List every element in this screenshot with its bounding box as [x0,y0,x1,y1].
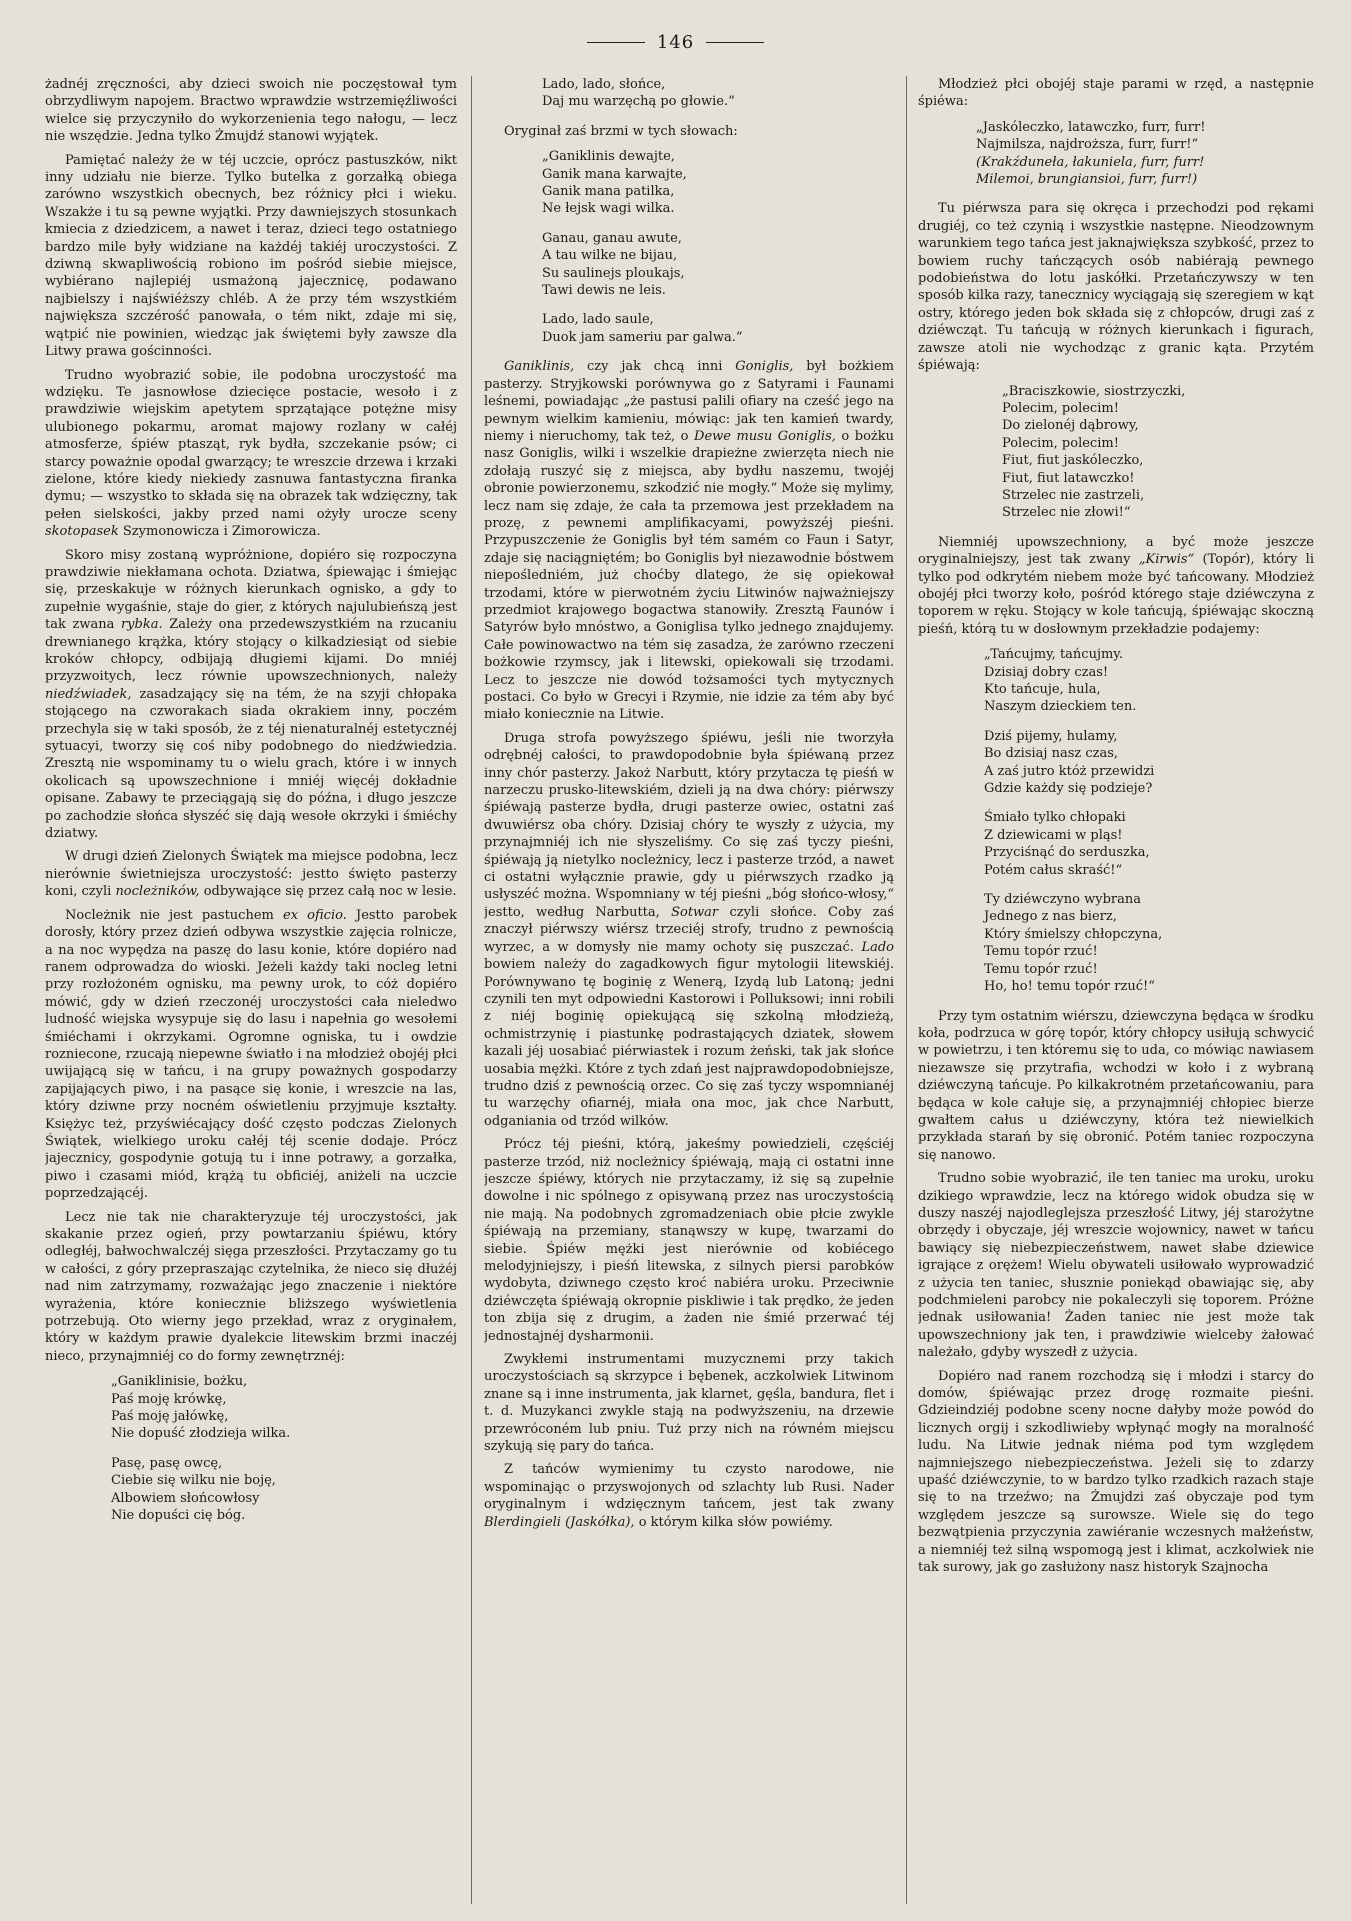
song-translation-end [484,76,894,111]
column-divider-2 [906,76,907,1904]
paragraph: Prócz téj pieśni, którą, jakeśmy powiedzieli, częściéj pasterze trzód, niż nocleżnicy śpiéwają, mają ci ostatni inne jeszcze śpiéwy, których nie przytaczamy, iż się są zupełnie dowolne i nic spólnego z opisywaną przez nas uroczystością nie mają. Na podobnych zgromadzeniach obie płcie zwykle śpiéwają na przemiany, stanąwszy w kupę, twarzami do siebie. Śpiéw mężki jest nierównie od kobiécego melodyjniejszy, i pieśń litewska, z silnych piersi parobków wydobyta, dziwnego często kroć nabiéra uroku. Przeciwnie dziéwczęta śpiéwają okropnie piskliwie i tak prędko, że jeden ton zbija się z drugim, a żaden nie śmié przerwać téj jednostajnéj dysharmonii. [484,1137,894,1344]
paragraph: Niemniéj upowszechniony, a być może jeszcze oryginalniejszy, jest tak zwany „Kirwis“ (Topór), który li tylko pod odkrytém niebem może być tańcowany. Młodzież obojéj płci tworzy koło, pośród którego staje dziéwczyna z toporem w ręku. Stojący w kole tańcują, śpiéwając skoczną pieśń, którą tu w dosłownym przekładzie podajemy: [918,534,1314,637]
paragraph: Tu piérwsza para się okręca i przechodzi pod rękami drugiéj, co też czynią i wszystkie następne. Nieodzownym warunkiem tego tańca jest jaknajwiększa szybkość, przez to bowiem ruchy tańczących osób nabiérają pewnego podobieństwa do lotu jaskółki. Przetańczywszy w ten sposób kilka razy, tanecznicy wyciągają się szeregiem w kąt ostry, którego jeden bok składa się z chłopców, drugi zaś z dziéwcząt. Tu tańcują w różnych kierunkach i figurach, zawsze atoli nie wychodząc z granic kąta. Przytém śpiéwają: [918,201,1314,374]
stanza: Ganau, ganau awute, A tau wilke ne bijau, Su saulinejs ploukajs, Tawi dewis ne leis. [542,230,685,299]
stanza: „Ganiklinis dewajte, Ganik mana karwajte, Ganik mana patilka, Ne łejsk wagi wilka. [542,149,687,217]
paragraph: Przy tym ostatnim wiérszu, dziewczyna będąca w środku koła, podrzuca w górę topór, który chłopcy usiłują schwycić w powietrzu, i ten któremu się to uda, co mówiąc nawiasem niezawsze się przytrafia, wchodzi w koło i z wybraną dziéwczyną tańcuje. Po kilkakrotném przetańcowaniu, para będąca w kole całuje się, a przynajmniéj chłopiec bierze gwałtem całus u dziéwczyny, która też niewielkich przykłada starań by się obronić. Potém taniec rozpoczyna się nanowo. [918,1008,1314,1163]
paragraph: Z tańców wymienimy tu czysto narodowe, nie wspominając o przyswojonych od szlachty lub Rusi. Nader oryginalnym i wdzięcznym tańcem, jest tak zwany Blerdingieli (Jaskółka), o którym kilka słów powiémy. [484,1462,894,1530]
paragraph: Pamiętać należy że w téj uczcie, oprócz pastuszków, nikt inny udziału nie bierze. Tylko butelka z gorzałką obiega zarówno wszystkich obecnych, bez różnicy płci i wieku. Wszakże i tu są pewne wyjątki. Przy dawniejszych stosunkach kmiecia z dziedzicem, a nawet i teraz, dzieci tego ostatniego bardzo mile były widziane na każdéj takiéj uroczystości. Z dziwną skwapliwością robiono im pośród siebie miejsce, wybiérano najlepiéj usmażoną jajecznicę, podawano najbielszy i najświéższy chléb. A że przy tém wszystkiém największa szczérość panowała, o tém nikt, zdaje mi się, wątpić nie powinien, wiedząc jak świętemi były zawsze dla Litwy prawa gościnności. [45,152,457,360]
paragraph: Młodzież płci obojéj staje parami w rzęd, a następnie śpiéwa: [918,77,1314,110]
stanza: Pasę, pasę owcę, Ciebie się wilku nie boję, Albowiem słońcowłosy Nie dopuści cię bóg. [111,1455,276,1524]
column-divider-1 [471,76,472,1904]
paragraph: Druga strofa powyższego śpiéwu, jeśli nie tworzyła odrębnéj całości, to prawdopodobnie była śpiéwaną przez inny chór pasterzy. Jakoż Narbutt, który przytacza tę pieśń w narzeczu prusko-litewskiém, dzieli ją na dwa chóry: piérwszy śpiéwają pasterze bydła, drugi pasterze owiec, ostatni zaś dwuwiérsz oba chóry. Dzisiaj chóry te wyszły z użycia, my przynajmniéj ich nie słyszeliśmy. Co się zaś tyczy pieśni, śpiéwają ją nietylko nocleżnicy, lecz i pasterze trzód, a nawet ci ostatni wyłącznie prawie, gdy u piérwszych rzadko ją usłyszéć można. Wspomniany w téj pieśni „bóg słońco-włosy,“ jestto, według Narbutta, Sotwar czyli słońce. Coby zaś znaczył piérwszy wiérsz trzeciéj strofy, trudno z pewnością wyrzec, a w domysły nie mamy ochoty się puszczać. Lado bowiem należy do zagadkowych figur mytologii litewskiéj. Porównywano tę boginię z Wenerą, Izydą lub Latoną; jedni czynili ten myt odpowiedni Kastorowi i Polluksowi; inni robili z niéj boginię opiekującą się szkolną młodzieżą, ochmistrzynię i piastunkę podrastających dziatek, słowem kazali jéj uosabiać piérwiastek i rozum żeński, tak jak słońce uosabia mężki. Które z tych zdań jest najprawdopodobniejsze, trudno dziś z pewnością orzec. Co się zaś tyczy wspomnianéj tu warzęchy ofiarnéj, miała ona moc, jak chce Narbutt, odganiania od trzód wilków. [484,730,894,1129]
stanza: Lado, lado saule, Duok jam sameriu par galwa.“ [542,312,743,345]
paragraph: Zwykłemi instrumentami muzycznemi przy takich uroczystościach są skrzypce i bębenek, aczkolwiek Litwinom znane są i inne instrumenta, jak klarnet, gęśla, bandura, flet i t. d. Muzykanci zwykle stają na podwyższeniu, na drzewie przewróconém lub pniu. Tuż przy nich na równém miejscu szykują się pary do tańca. [484,1352,894,1455]
stanza: „Ganiklinisie, bożku, Paś moję krówkę, Paś moję jałówkę, Nie dopuść złodzieja wilka. [111,1374,291,1442]
paragraph: Trudno wyobrazić sobie, ile podobna uroczystość ma wdzięku. Te jasnowłose dziecięce postacie, wesoło i z prawdziwie wiejskim apetytem sprzątające potężne misy ulubionego pokarmu, aromat majowy rozlany w całéj atmosferze, śpiéw ptasząt, ryk bydła, szczekanie psów; ci starcy poważnie opodal gwarzący; te wreszcie drzewa i krzaki zielone, które kiedy niekiedy zasnuwa fantastyczna firanka dymu; — wszystko to składa się na obrazek tak wdzięczny, tak pełen sielskości, jakby przed nami ożyły urocze sceny skotopasek Szymonowicza i Zimorowicza. [45,367,457,540]
stanza: Dziś pijemy, hulamy, Bo dzisiaj nasz czas, A zaś jutro któż przewidzi Gdzie każdy się podzieje? [984,728,1155,797]
paragraph: Trudno sobie wyobrazić, ile ten taniec ma uroku, uroku dzikiego wprawdzie, lecz na którego widok obudza się w duszy naszéj najodleglejsza przeszłość Litwy, jéj starożytne obrzędy i obyczaje, jéj wreszcie wojownicy, nawet w tańcu bawiący się niebezpieczeństwem, nawet słabe dziewice igrające z orężem! Wielu obywateli usiłowało wyprowadzić z użycia ten taniec, słusznie poniekąd obawiając się, aby podchmieleni parobcy nie pokaleczyli się toporem. Próżne jednak usiłowania! Żaden taniec nie jest może tak upowszechniony jak ten, i prawdziwie wielceby żałować należało, gdyby wyszedł z użycia. [918,1171,1314,1361]
paragraph: Ganiklinis, czy jak chcą inni Goniglis, był bożkiem pasterzy. Stryjkowski porównywa go z Satyrami i Faunami leśnemi, powiadając „że pastusi palili ofiary na cześć jego na pewnym wielkim kamieniu, mówiąc: jak ten kamień twardy, niemy i nieruchomy, tak też, o Dewe musu Goniglis, o bożku nasz Goniglis, wilki i wszelkie drapieżne zwierzęta niech nie zdołają ruszyć się z miejsca, aby bydłu naszemu, twojéj obronie powierzonemu, szkodzić nie mogły.“ Może się mylimy, lecz nam się zdaje, że cała ta przemowa jest przekładem na prozę, z pewnemi amplifikacyami, powyższéj pieśni. Przypuszczenie że Goniglis był tém samém co Faun i Satyr, zdaje się naciągniętém; bo Goniglis był niezawodnie bóstwem niepośledniém, już choćby dlatego, że się opiekował trzodami, które w pierwotném życiu Litwinów najważniejszy przedmiot krajowego bogactwa stanowiły. Zresztą Faunów i Satyrów było mnóstwo, a Goniglisa tylko jednego znajdujemy. Całe powinowactwo na tém się zasadza, że zarówno rzeczeni bożkowie rzymscy, jak i litewski, opiekowali się trzodami. Lecz to jeszcze nie dowód tożsamości tych mytycznych postaci. Co było w Grecyi i Rzymie, nie idzie za tém aby być miało koniecznie na Litwie. [484,359,894,723]
stanza: „Tańcujmy, tańcujmy. Dzisiaj dobry czas! Kto tańcuje, hula, Naszym dzieckiem ten. [984,647,1137,715]
column-3 [918,76,1314,1904]
song-translation [45,1373,457,1524]
paragraph: Oryginał zaś brzmi w tych słowach: [504,123,738,139]
column-1 [45,76,457,1904]
page-number: 146 [656,31,695,53]
song-original [484,148,894,346]
paragraph: Dopiéro nad ranem rozchodzą się i młodzi i starcy do domów, śpiéwając przez drogę rozmaite pieśni. Gdzieindziéj podobne sceny nocne dałyby może powód do licznych orgij i szkodliwieby wpłynąć mogły na moralność ludu. Na Litwie jednak niéma pod tym względem najmniejszego niebezpieczeństwa. Jeżeli się to zdarzy upaść dziéwczynie, to w bardzo tylko rzadkich razach staje się to na trzeźwo; na Żmujdzi zaś obyczaje pod tym względem jeszcze są surowsze. Wiele się do tego bezwątpienia przyczynia zawiéranie wczesnych małżeństw, a niemniéj też silną wspomogą jest i klimat, aczkolwiek nie tak surowy, jak go zasłużony nasz historyk Szajnocha [918,1368,1314,1576]
song-jaskolka: „Jaskóleczko, latawczko, furr, furr! Najmilsza, najdroższa, furr, furr!“ (Krakźduneła, łakuniela, furr, furr! Milemoi, brungiansioi, furr, furr!) [976,119,1206,188]
stanza: Lado, lado, słońce, Daj mu warzęchą po głowie.“ [542,77,735,110]
stanza: Ty dziéwczyno wybrana Jednego z nas bierz, Który śmielszy chłopczyna, Temu topór rzuć! Temu topór rzuć! Ho, ho! temu topór rzuć!“ [984,892,1163,995]
song-braciszkowie: „Braciszkowie, siostrzyczki, Polecim, polecim! Do zielonéj dąbrowy, Polecim, polecim! Fiut, fiut jaskóleczko, Fiut, fiut latawczko! Strzelec nie zastrzeli, Strzelec nie złowi!“ [1002,383,1186,521]
paragraph: Nocleżnik nie jest pastuchem ex oficio. Jestto parobek dorosły, który przez dzień odbywa wszystkie zajęcia rolnicze, a na noc wypędza na paszę do lasu konie, które dopiéro nad ranem odprowadza do wioski. Jeżeli każdy taki nocleg letni przy rozłożoném ognisku, ma pewny urok, to cóż dopiéro mówić, gdy w dzień rzeczonéj uroczystości cała nieledwo ludność wiejska wysypuje się do lasu i napełnia go wesołemi śmiéchami i okrzykami. Ogromne ogniska, tu i owdzie rozniecone, rzucają niepewne światło i na młodzież obojéj płci uwijającą się w tańcu, i na grupy poważnych gospodarzy zapijających piwo, i na pasące się konie, i wreszcie na las, który dziwne przy nocném oświetleniu przyjmuje kształty. Księżyc też, przyświécający dość często podczas Zielonych Świątek, wielkiego uroku całéj téj scenie dodaje. Prócz jajecznicy, gospodynie gotują tu i inne potrawy, a gorzałka, piwo i czasami miód, krążą tu obficiéj, aniżeli na uczcie poprzedzającéj. [45,907,457,1202]
header-rule-right [706,42,764,43]
song-kirwis [918,646,1314,995]
page-header [0,20,1351,64]
paragraph: Skoro misy zostaną wypróżnione, dopiéro się rozpoczyna prawdziwie niekłamana ochota. Dziatwa, śpiewając i śmiejąc się, przeskakuje w różnych kierunkach ognisko, a gdy to zupełnie wygaśnie, staje do gier, z których najulubieńszą jest tak zwana rybka. Zależy ona przedewszystkiém na rzucaniu drewnianego krążka, który stojący o kilkadziesiąt od siebie kroków chłopcy, odbijają długiemi kijami. Do mniéj przyzwoitych, lecz równie upowszechnionych, należy niedźwiadek, zasadzający się na tém, że na szyji chłopaka stojącego na czworakach siada okrakiem inny, poczém przechyla się w taki sposób, że z téj nienaturalnéj estetycznéj sytuacyi, tworzy się coś niby podobnego do niedźwiedzia. Zresztą nie wspominamy tu o wielu grach, które i w innych okolicach są upowszechnione i mniéj więcéj dokładnie opisane. Zabawy te przeciągają się do późna, i długo jeszcze po zachodzie słońca słyszéć się dają wesołe okrzyki i śmiéchy dziatwy. [45,547,457,842]
paragraph: żadnéj zręczności, aby dzieci swoich nie poczęstował tym obrzydliwym napojem. Bractwo wprawdzie wstrzemięźliwości wielce się przyczyniło do wykorzenienia tego nałogu, — lecz nie wszędzie. Jedna tylko Żmujdź stanowi wyjątek. [45,77,457,145]
paragraph: W drugi dzień Zielonych Świątek ma miejsce podobna, lecz nierównie świetniejsza uroczystość: jestto święto pasterzy koni, czyli nocleżników, odbywające się przez całą noc w lesie. [45,849,457,900]
column-2 [484,76,894,1904]
stanza: Śmiało tylko chłopaki Z dziewicami w pląs! Przyciśnąć do serduszka, Potém całus skraść!“ [984,810,1150,878]
header-rule-left [587,42,645,43]
paragraph: Lecz nie tak nie charakteryzuje téj uroczystości, jak skakanie przez ogień, przy powtarzaniu śpiéwu, który odległéj, bałwochwalczéj sięga przeszłości. Przytaczamy go tu w całości, z góry przepraszając czytelnika, że nieco się dłużéj nad nim zatrzymamy, rozważając jego znaczenie i niektóre wyrażenia, które koniecznie bliższego wyświetlenia potrzebują. Oto wierny jego przekład, wraz z oryginałem, który w każdym prawie dyalekcie litewskim brzmi inaczéj nieco, przynajmniéj co do formy zewnętrznéj: [45,1209,457,1364]
